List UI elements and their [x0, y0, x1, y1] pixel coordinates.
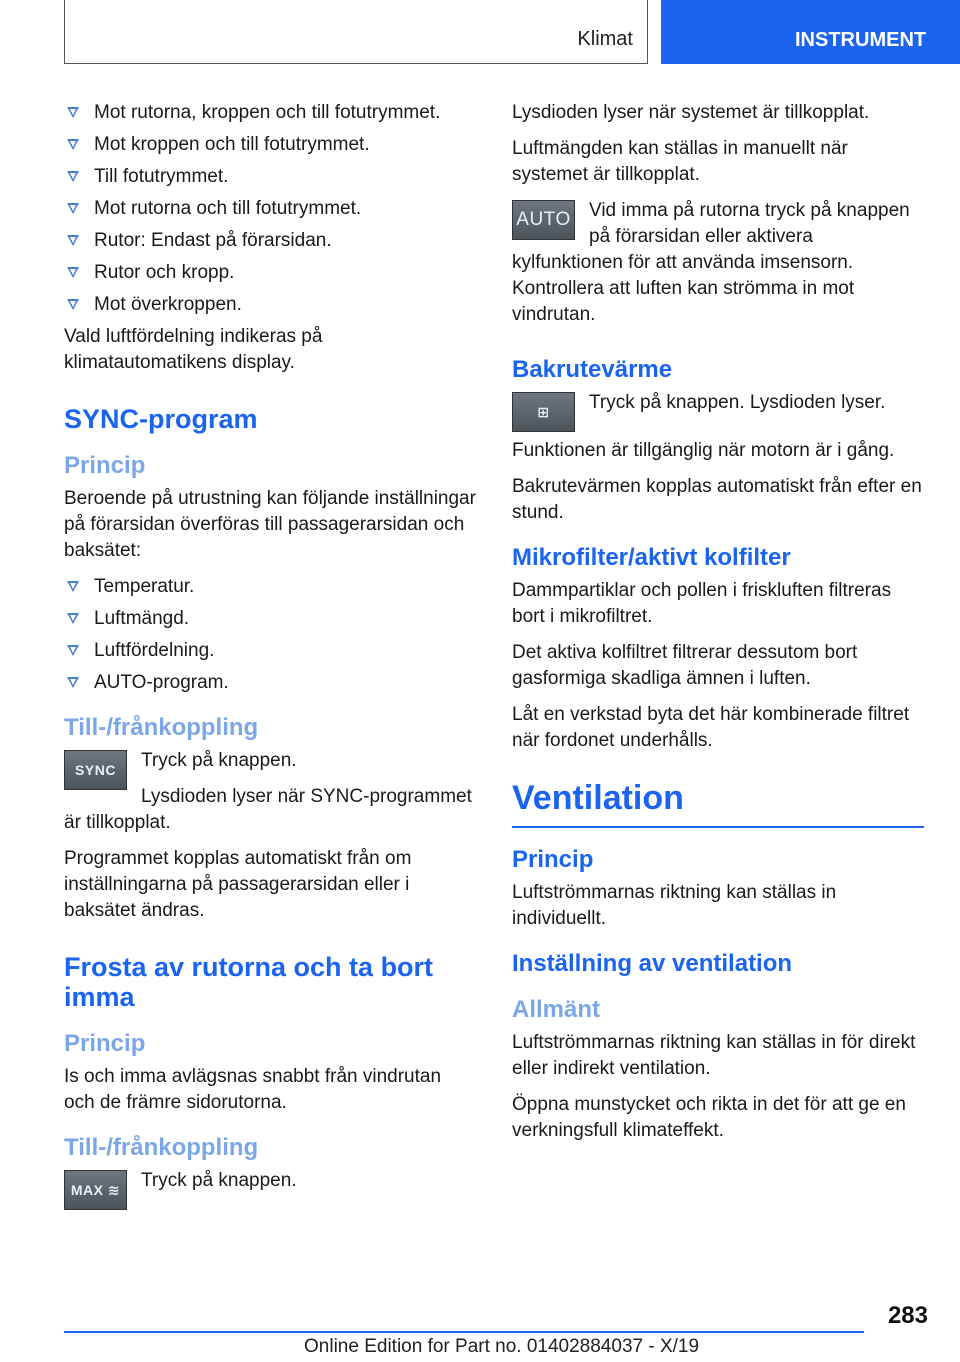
paragraph: Det aktiva kolfiltret filtrerar dessutom bort gasformiga skadliga ämnen i luften. [512, 642, 858, 689]
triangle-bullet-icon [67, 613, 79, 624]
rear-defrost-button-icon: ⊞ [512, 392, 575, 432]
sync-button-icon: SYNC [64, 750, 127, 790]
paragraph: Luftströmmarnas riktning kan ställas in för direkt eller indirekt ventilation. [512, 1032, 916, 1079]
footer-divider [64, 1331, 864, 1333]
auto-button-row [512, 198, 924, 338]
sync-button-row [64, 748, 476, 846]
heading-filter: Mikrofilter/aktivt kolfilter [512, 544, 791, 571]
list-item: Mot rutorna, kroppen och till fotutrymmet. [64, 100, 476, 126]
section-tab[interactable]: INSTRUMENT [661, 0, 960, 64]
paragraph: Vid imma på rutorna tryck på knappen på förarsidan eller aktivera kylfunktionen för att använda imsensorn. Kontrollera att luften kan strömma in mot vindrutan. [512, 200, 910, 325]
subheading-toggle: Till-/frånkoppling [64, 714, 259, 741]
triangle-bullet-icon [67, 139, 79, 150]
list-item: Till fotutrymmet. [64, 164, 476, 190]
right-column [512, 100, 924, 1154]
paragraph: Funktionen är tillgänglig när motorn är i gång. [512, 440, 895, 461]
triangle-bullet-icon [67, 581, 79, 592]
footer-edition: Online Edition for Part no. 01402884037 - X/19 [304, 1336, 700, 1357]
list-item: Mot kroppen och till fotutrymmet. [64, 132, 476, 158]
paragraph: Tryck på knappen. [141, 1170, 297, 1191]
paragraph: Luftströmmarnas riktning kan ställas in individuellt. [512, 882, 837, 929]
paragraph: Beroende på utrustning kan följande inställningar på förarsidan överföras till passagerarsidan och baksätet: [64, 488, 476, 561]
paragraph: Låt en verkstad byta det här kombinerade filtret när fordonet underhålls. [512, 704, 910, 751]
heading-frost: Frosta av rutorna och ta bort imma [64, 952, 434, 1012]
paragraph: Luftmängden kan ställas in manuellt när systemet är tillkopplat. [512, 138, 848, 185]
list-item: AUTO-program. [64, 670, 476, 696]
heading-installning: Inställning av ventilation [512, 950, 793, 977]
triangle-bullet-icon [67, 645, 79, 656]
list-item: Luftmängd. [64, 606, 476, 632]
heading-bakrute: Bakrutevärme [512, 356, 673, 383]
heading-ventilation: Ventilation [512, 778, 924, 828]
subheading-princip: Princip [64, 1030, 146, 1057]
subheading-princip: Princip [512, 846, 594, 873]
list-item: Luftfördelning. [64, 638, 476, 664]
paragraph: Is och imma avlägsnas snabbt från vindrutan och de främre sidorutorna. [64, 1066, 442, 1113]
list-item: Mot överkroppen. [64, 292, 476, 318]
list-item: Mot rutorna och till fotutrymmet. [64, 196, 476, 222]
heading-sync: SYNC-program [64, 404, 258, 434]
subheading-toggle: Till-/frånkoppling [64, 1134, 259, 1161]
triangle-bullet-icon [67, 677, 79, 688]
paragraph: Tryck på knappen. [141, 750, 297, 771]
paragraph: Vald luftfördelning indikeras på klimatautomatikens display. [64, 326, 323, 373]
paragraph: Lysdioden lyser när SYNC-programmet är tillkopplat. [64, 786, 472, 833]
triangle-bullet-icon [67, 235, 79, 246]
subheading-allmant: Allmänt [512, 996, 601, 1023]
triangle-bullet-icon [67, 203, 79, 214]
list-item: Temperatur. [64, 574, 476, 600]
rear-defrost-row [512, 390, 924, 438]
paragraph: Bakrutevärmen kopplas automatiskt från efter en stund. [512, 476, 922, 523]
paragraph: Tryck på knappen. Lysdioden lyser. [589, 392, 886, 413]
paragraph: Lysdioden lyser när systemet är tillkopplat. [512, 102, 870, 123]
left-column [64, 100, 476, 1216]
paragraph: Programmet kopplas automatiskt från om inställningarna på passagerarsidan eller i baksätet ändras. [64, 848, 412, 921]
triangle-bullet-icon [67, 171, 79, 182]
triangle-bullet-icon [67, 267, 79, 278]
page-number: 283 [887, 1302, 928, 1329]
triangle-bullet-icon [67, 107, 79, 118]
paragraph: Öppna munstycket och rikta in det för att ge en verkningsfull klimateffekt. [512, 1094, 906, 1141]
airflow-list [64, 100, 476, 318]
triangle-bullet-icon [67, 299, 79, 310]
section-label: Klimat [577, 28, 633, 50]
auto-button-icon: AUTO [512, 200, 575, 240]
list-item: Rutor: Endast på förarsidan. [64, 228, 476, 254]
subheading-princip: Princip [64, 452, 146, 479]
paragraph: Dammpartiklar och pollen i friskluften filtreras bort i mikrofiltret. [512, 580, 892, 627]
max-defrost-button-icon: MAX ≋ [64, 1170, 127, 1210]
list-item: Rutor och kropp. [64, 260, 476, 286]
max-button-row [64, 1168, 476, 1216]
sync-list [64, 574, 476, 696]
header-box [64, 0, 648, 64]
